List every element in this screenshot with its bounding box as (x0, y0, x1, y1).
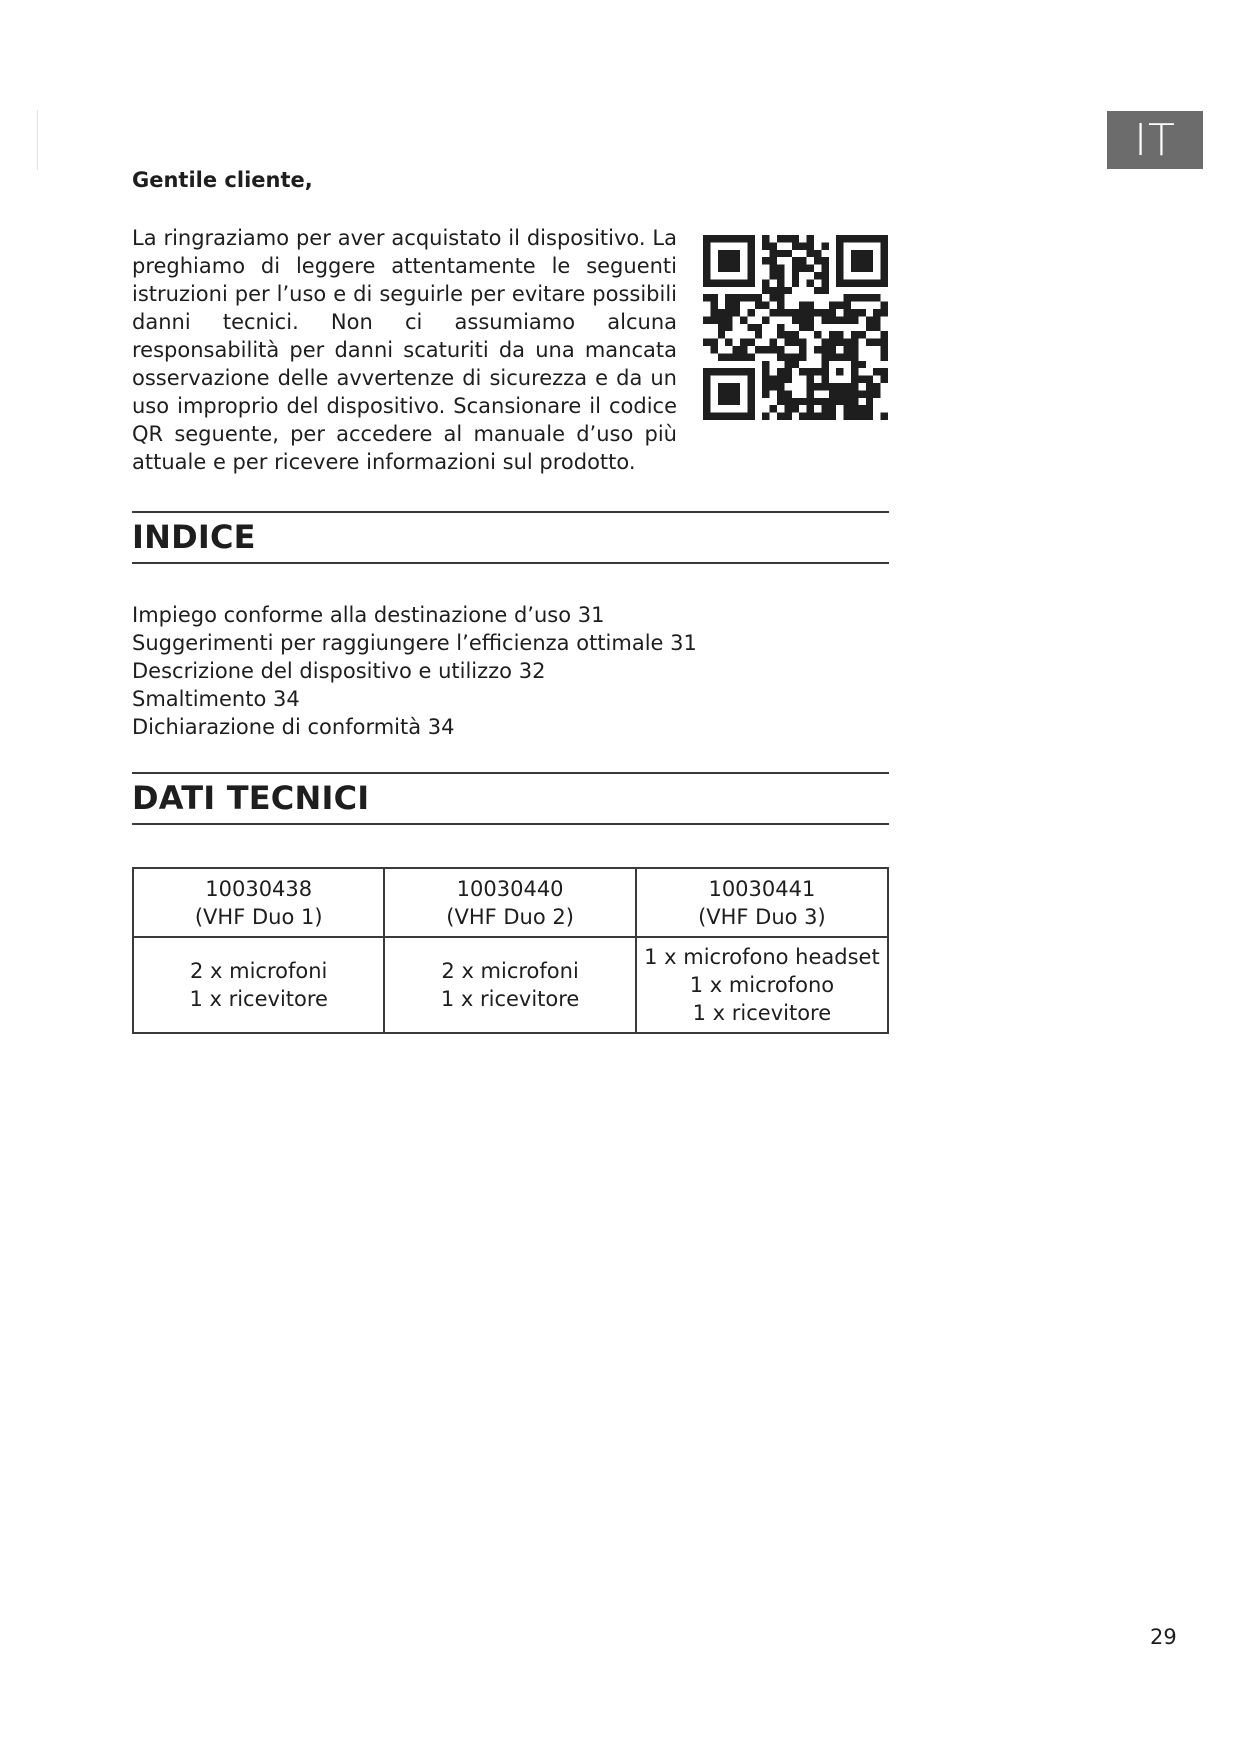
table-of-contents (132, 601, 697, 741)
table-row (133, 937, 888, 1033)
contents-cell (384, 937, 635, 1033)
model-number: 10030440 (456, 876, 564, 901)
model-cell (133, 868, 384, 937)
margin-mark (37, 110, 38, 170)
tech-heading: DATI TECNICI (132, 779, 370, 817)
page-number: 29 (1150, 1625, 1177, 1649)
toc-item[interactable]: Dichiarazione di conformità 34 (132, 715, 455, 739)
model-cell (384, 868, 635, 937)
contents-cell (133, 937, 384, 1033)
contents-line: 1 x microfono (689, 973, 835, 997)
contents-line: 1 x ricevitore (189, 987, 328, 1011)
qr-code-icon[interactable] (703, 235, 888, 420)
contents-line: 1 x microfono headset (644, 945, 880, 969)
tech-rule-bottom (132, 823, 889, 825)
contents-line: 2 x microfoni (190, 959, 328, 983)
table-header-row (133, 868, 888, 937)
toc-item[interactable]: Impiego conforme alla destinazione d’uso 31 (132, 603, 605, 627)
intro-paragraph: La ringraziamo per aver acquistato il dispositivo. La preghiamo di leggere attentamente le seguenti istruzioni per l’uso e di seguirle per evitare possibili danni tecnici. Non ci assumiamo alcuna responsabilità per danni scaturiti da una mancata osservazione delle avvertenze di sicurezza e da un uso improprio del dispositivo. Scansionare il codice QR seguente, per accedere al manuale d’uso più attuale e per ricevere informazioni sul prodotto. (132, 226, 677, 474)
toc-item[interactable]: Descrizione del dispositivo e utilizzo 32 (132, 659, 546, 683)
index-heading: INDICE (132, 518, 256, 556)
contents-line: 1 x ricevitore (692, 1001, 832, 1025)
model-name: (VHF Duo 2) (446, 904, 574, 929)
model-number: 10030441 (708, 876, 816, 901)
tech-rule-top (132, 772, 889, 774)
contents-cell (636, 937, 888, 1033)
contents-line: 2 x microfoni (441, 959, 579, 983)
model-name: (VHF Duo 3) (698, 904, 826, 929)
toc-item[interactable]: Suggerimenti per raggiungere l’efficienza ottimale 31 (132, 631, 697, 655)
language-tab: IT (1107, 111, 1203, 169)
index-rule-top (132, 511, 889, 513)
model-name: (VHF Duo 1) (194, 904, 323, 929)
specs-table (132, 867, 889, 1034)
toc-item[interactable]: Smaltimento 34 (132, 687, 300, 711)
model-number: 10030438 (205, 876, 313, 901)
index-rule-bottom (132, 562, 889, 564)
contents-line: 1 x ricevitore (440, 987, 580, 1011)
greeting: Gentile cliente, (132, 168, 313, 192)
model-cell (636, 868, 888, 937)
